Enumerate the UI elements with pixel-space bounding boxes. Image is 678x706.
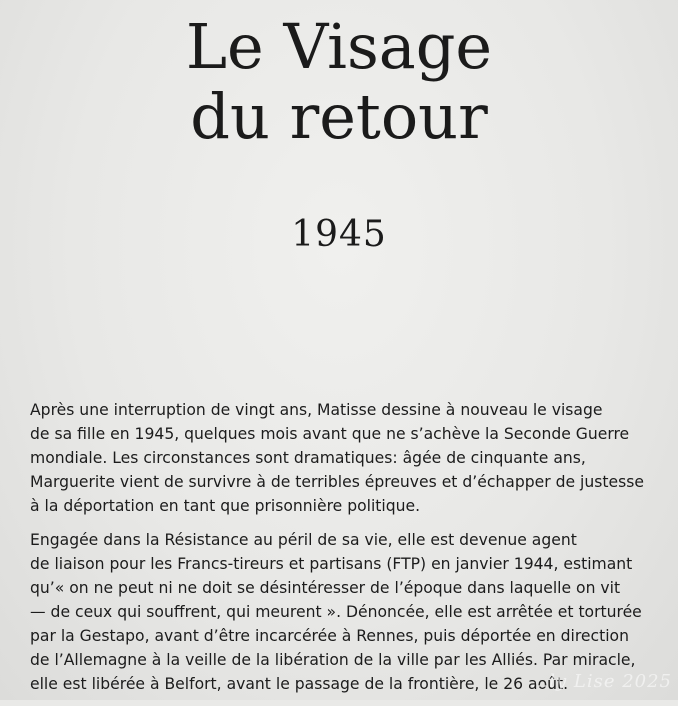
paragraph-line: à la déportation en tant que prisonnière politique. — [30, 497, 421, 515]
paragraph-line: Engagée dans la Résistance au péril de sa vie, elle est devenue agent — [30, 531, 577, 549]
paragraph-line: par la Gestapo, avant d’être incarcérée à Rennes, puis déportée en direction — [30, 627, 629, 645]
paragraph-line: — de ceux qui souffrent, qui meurent ». Dénoncée, elle est arrêtée et torturée — [30, 603, 642, 621]
paragraph-line: Marguerite vient de survivre à de terribles épreuves et d’échapper de justesse — [30, 473, 644, 491]
paragraph-line: de liaison pour les Francs-tireurs et partisans (FTP) en janvier 1944, estimant — [30, 555, 633, 573]
title-line-1: Le Visage — [185, 10, 493, 83]
panel-title — [0, 12, 678, 152]
paragraph-line: mondiale. Les circonstances sont dramatiques: âgée de cinquante ans, — [30, 449, 586, 467]
paragraph-line: de sa fille en 1945, quelques mois avant que ne s’achève la Seconde Guerre — [30, 425, 630, 443]
paragraph-line: de l’Allemagne à la veille de la libération de la ville par les Alliés. Par miracle, — [30, 651, 636, 669]
paragraph-line: elle est libérée à Belfort, avant le passage de la frontière, le 26 août. — [30, 675, 569, 693]
paragraph-line: qu’« on ne peut ni ne doit se désintéresser de l’époque dans laquelle on vit — [30, 579, 621, 597]
paragraph-line: Après une interruption de vingt ans, Matisse dessine à nouveau le visage — [30, 401, 603, 419]
panel-body — [30, 398, 670, 706]
title-line-2: du retour — [190, 80, 488, 153]
panel-year: 1945 — [291, 214, 387, 255]
paragraph-1 — [30, 398, 670, 518]
photo-watermark: …ly Lise 2025 — [530, 671, 672, 692]
